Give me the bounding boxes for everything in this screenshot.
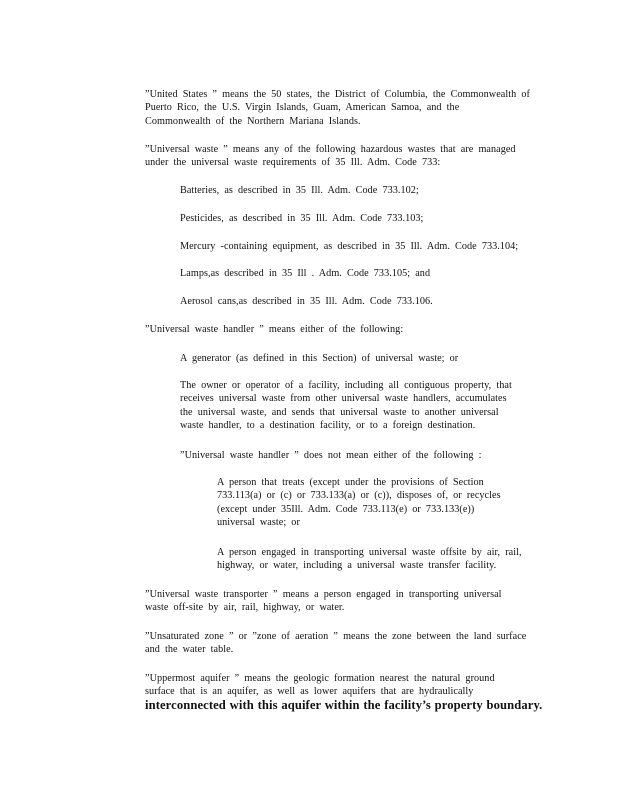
text-line: ”Universal waste handler ” means either of the following:: [145, 324, 404, 335]
list-item-treats: [217, 476, 501, 530]
definition-universal-waste-handler: [145, 323, 403, 336]
text-line: waste off-site by air, rail, highway, or water.: [145, 602, 345, 614]
text-line: ”Universal waste ” means any of the following hazardous wastes that are managed: [145, 144, 516, 155]
list-item-pesticides: [180, 212, 423, 225]
text-line: A generator (as defined in this Section) of universal waste; or: [180, 353, 459, 364]
text-line: Lamps,as described in 35 Ill . Adm. Code 733.105; and: [180, 268, 431, 279]
text-line: ”Universal waste transporter ” means a person engaged in transporting universal: [145, 589, 502, 600]
text-line: 733.113(a) or (c) or 733.133(a) or (c)), disposes of, or recycles: [217, 490, 501, 502]
definition-uppermost-aquifer: [145, 672, 542, 712]
text-line: ”Uppermost aquifer ” means the geologic formation nearest the natural ground: [145, 673, 495, 684]
text-line: The owner or operator of a facility, including all contiguous property, that: [180, 380, 512, 391]
text-line: ”Unsaturated zone ” or ”zone of aeration ” means the zone between the land surface: [145, 631, 527, 642]
text-line: Mercury -containing equipment, as described in 35 Ill. Adm. Code 733.104;: [180, 241, 519, 252]
text-line: (except under 35Ill. Adm. Code 733.113(e) or 733.133(e)): [217, 503, 475, 515]
list-item-generator: [180, 352, 458, 365]
text-line: Commonwealth of the Northern Mariana Islands.: [145, 115, 361, 127]
list-item-transporting: [217, 546, 522, 573]
text-line: receives universal waste from other universal waste handlers, accumulates: [180, 393, 507, 405]
text-line: surface that is an aquifer, as well as lower aquifers that are hydraulically: [145, 686, 474, 698]
list-item-batteries: [180, 184, 419, 197]
list-item-owner-operator: [180, 379, 512, 433]
text-line: and the water table.: [145, 644, 234, 656]
text-line: universal waste; or: [217, 517, 300, 529]
text-line: under the universal waste requirements of 35 Ill. Adm. Code 733:: [145, 157, 441, 169]
list-item-lamps: [180, 267, 430, 280]
text-line: ”United States ” means the 50 states, the District of Columbia, the Commonwealth of: [145, 89, 530, 100]
definition-united-states: [145, 88, 530, 128]
text-line: highway, or water, including a universal waste transfer facility.: [217, 560, 497, 572]
text-line: the universal waste, and sends that universal waste to another universal: [180, 406, 499, 418]
text-line: Pesticides, as described in 35 Ill. Adm. Code 733.103;: [180, 213, 424, 224]
definition-universal-waste: [145, 143, 516, 170]
definition-universal-waste-transporter: [145, 588, 502, 615]
definition-not-handler: [180, 449, 482, 462]
list-item-aerosol: [180, 295, 433, 308]
text-line: Aerosol cans,as described in 35 Ill. Adm. Code 733.106.: [180, 296, 433, 307]
text-line: interconnected with this aquifer within the facility’s property boundary.: [145, 697, 543, 712]
definition-unsaturated-zone: [145, 630, 526, 657]
text-line: waste handler, to a destination facility, or to a foreign destination.: [180, 420, 476, 432]
text-line: ”Universal waste handler ” does not mean either of the following :: [180, 450, 482, 461]
text-line: Puerto Rico, the U.S. Virgin Islands, Guam, American Samoa, and the: [145, 102, 460, 114]
text-line: A person engaged in transporting universal waste offsite by air, rail,: [217, 547, 522, 558]
text-line: Batteries, as described in 35 Ill. Adm. Code 733.102;: [180, 185, 419, 196]
list-item-mercury: [180, 240, 518, 253]
text-line: A person that treats (except under the provisions of Section: [217, 477, 484, 488]
